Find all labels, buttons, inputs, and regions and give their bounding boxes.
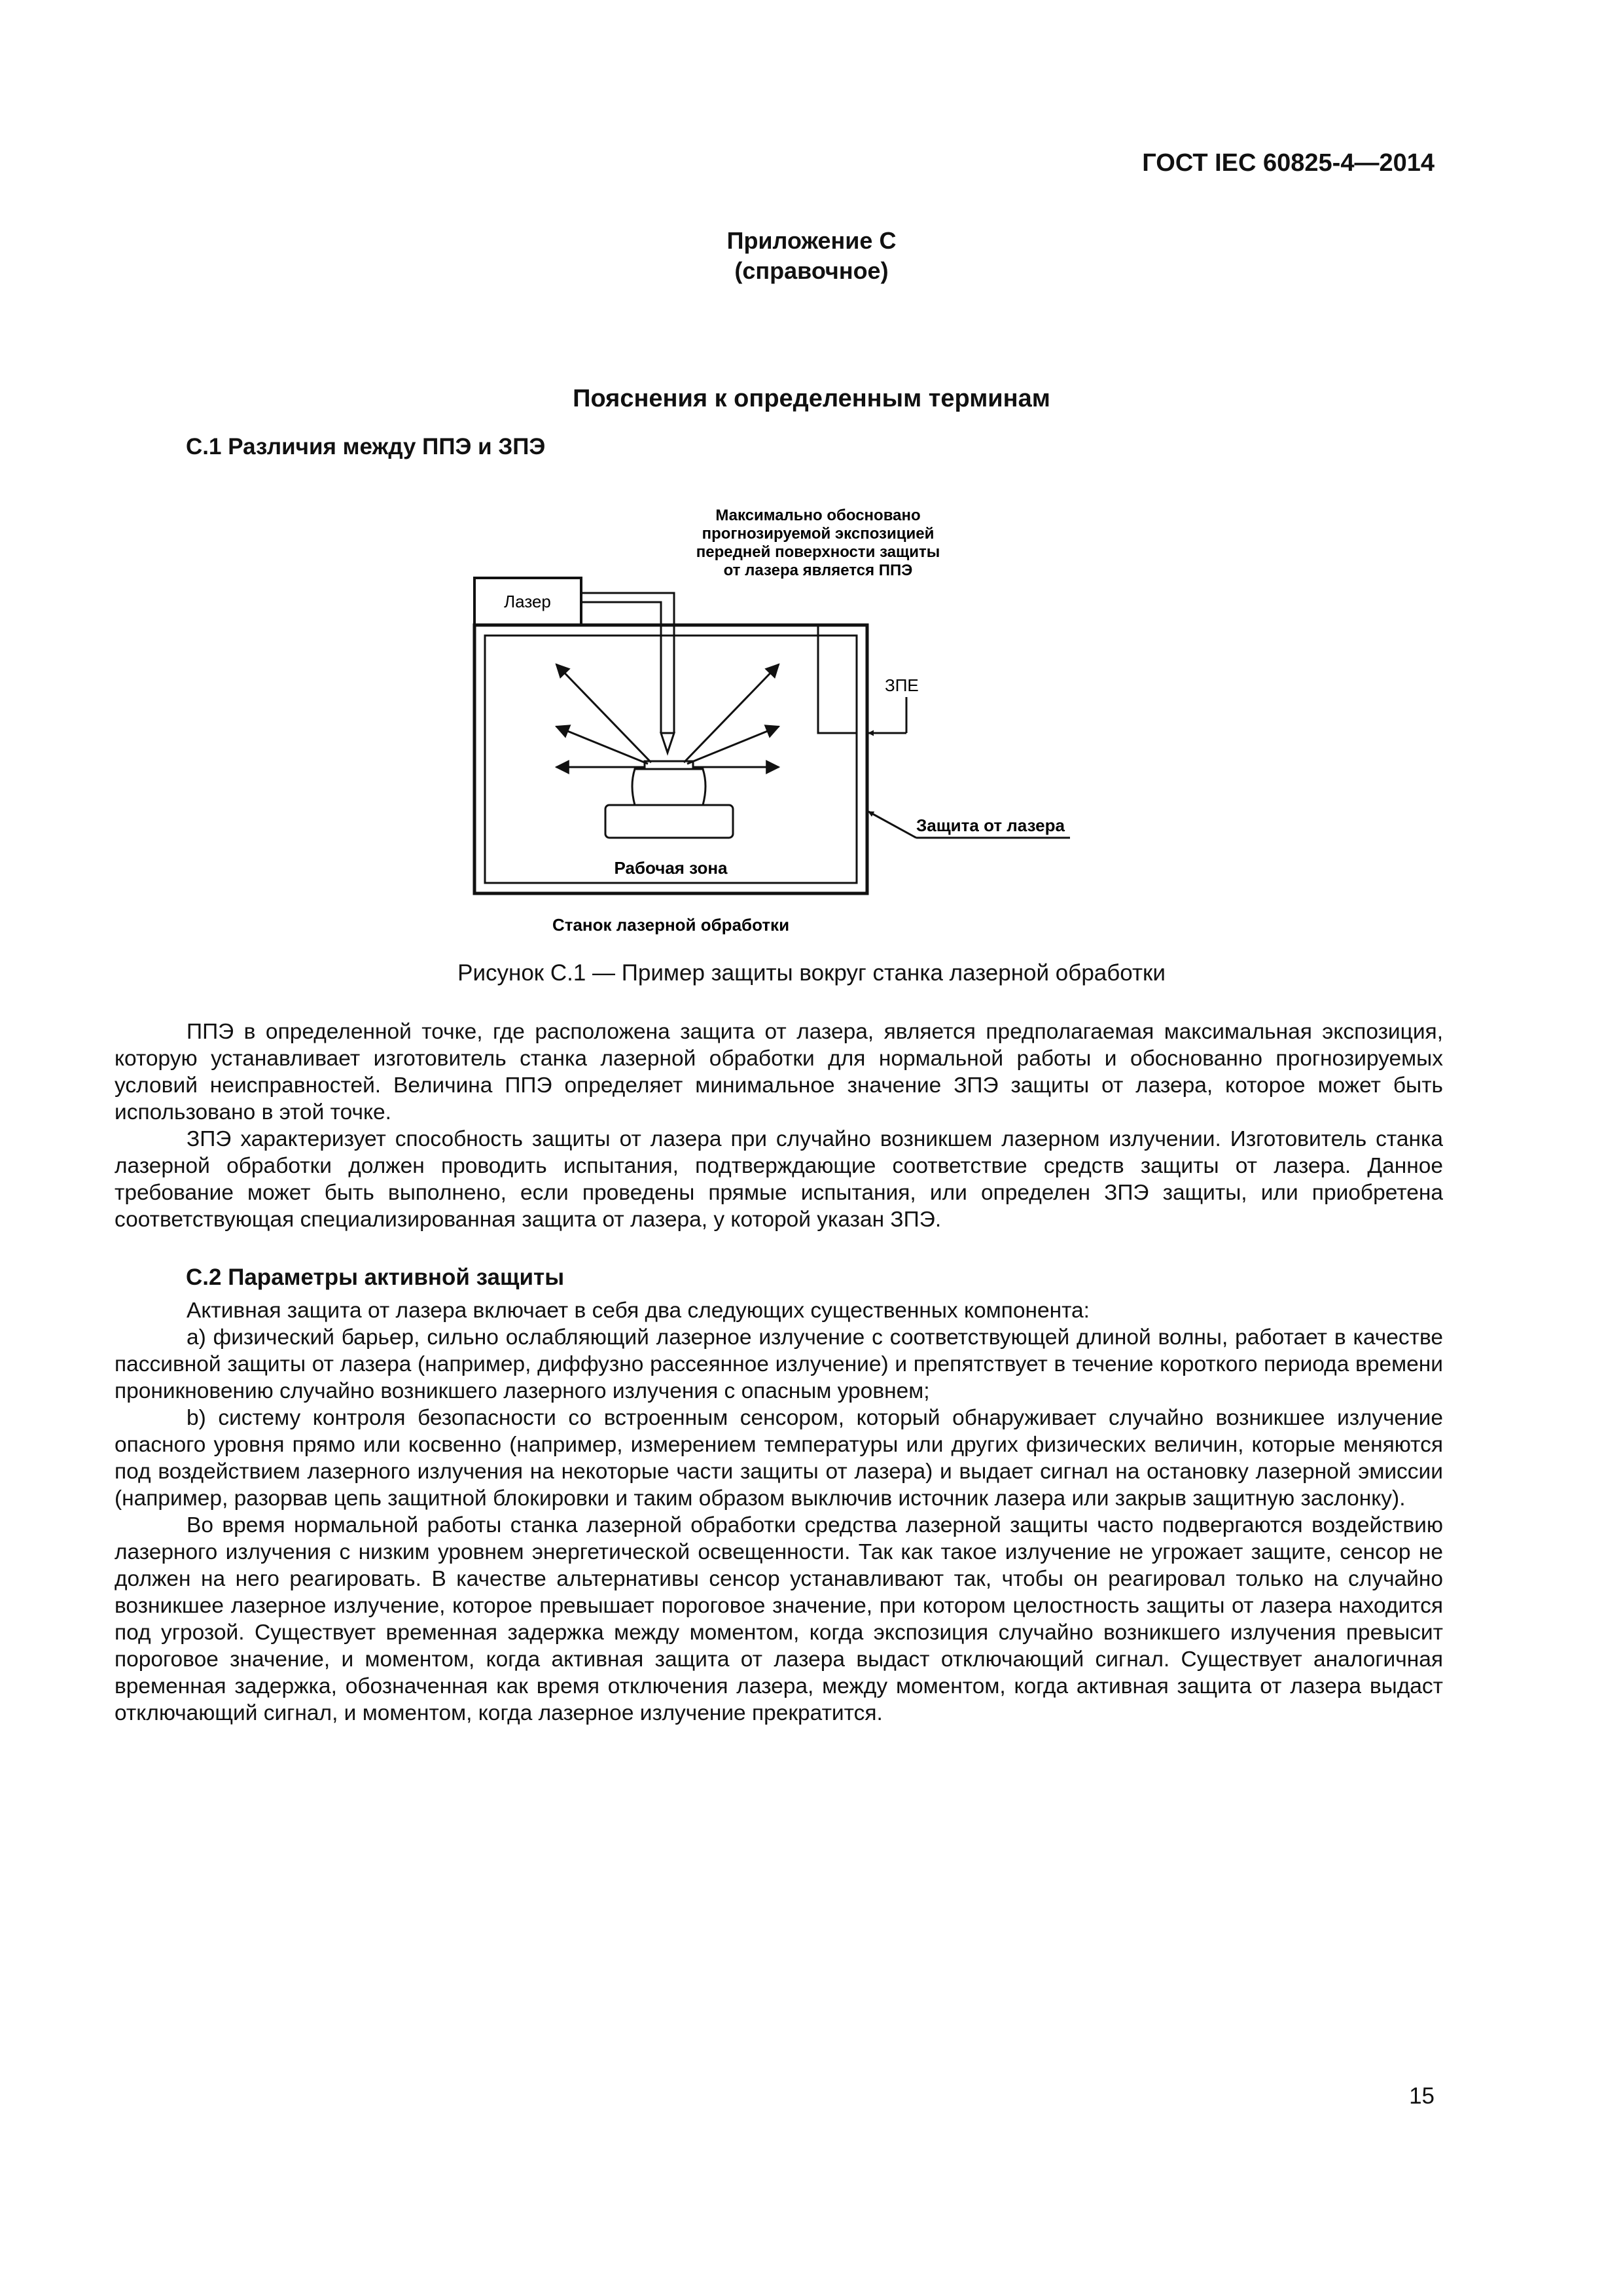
paragraph: ППЭ в определенной точке, где расположена защита от лазера, является предполагаемая максимальная экспозиция, которую устанавливает изготовитель станка лазерной обработки для нормальной работы и обоснованно прогнозируемых условий неисправностей. Величина ППЭ определяет минимальное значение ЗПЭ защиты от лазера, которое может быть использовано в этой точке. <box>115 1020 1443 1124</box>
laser-machine-figure <box>0 0 1623 956</box>
paragraph: Активная защита от лазера включает в себя два следующих существенных компонента: <box>187 1299 1090 1323</box>
workpiece-top <box>645 761 693 769</box>
annex-title: Приложение С <box>726 227 897 254</box>
laser-protection-inner <box>485 636 857 883</box>
paragraph: Во время нормальной работы станка лазерной обработки средства лазерной защиты часто подвергаются воздействию лазерного излучения с низким уровнем энергетической освещенности. Так как такое излучение не угрожает защите, сенсор не должен на него реагировать. В качестве альтернативы сенсор устанавливают так, чтобы он реагировал только на случайно возникшее лазерное излучение, которое превышает пороговое значение, при котором целостность защиты от лазера находится под угрозой. Существует временная задержка между моментом, когда экспозиция случайно возникшего излучения превысит пороговое значение, и моментом, когда активная защита от лазера выдаст отключающий сигнал. Существует аналогичная временная задержка, обозначенная как время отключения лазера, между моментом, когда активная защита от лазера выдаст отключающий сигнал, и моментом, когда лазерное излучение прекратится. <box>115 1513 1443 1725</box>
section-1-heading: С.1 Различия между ППЭ и ЗПЭ <box>186 434 546 459</box>
section-1-text <box>115 1018 1443 1233</box>
machine-label: Станок лазерной обработки <box>552 915 790 935</box>
list-item-b: b) систему контроля безопасности со встроенным сенсором, который обнаруживает случайно возникшее излучение опасного уровня прямо или косвенно (например, измерением температуры или других физических величин, которые меняются под воздействием лазерного излучения на некоторые части защиты от лазера) и выдает сигнал на остановку лазерной эмиссии (например, разорвав цепь защитной блокировки и таким образом выключив источник лазера или закрыв защитную заслонку). <box>115 1406 1443 1511</box>
zpe-indicator-line <box>818 625 857 733</box>
figure-caption: Рисунок С.1 — Пример защиты вокруг станка лазерной обработки <box>457 960 1166 986</box>
protection-label: Защита от лазера <box>916 816 1065 835</box>
section-2-text <box>115 1297 1443 1727</box>
protection-arrow <box>868 812 916 838</box>
main-heading: Пояснения к определенным терминам <box>573 385 1050 412</box>
laser-nozzle <box>661 733 674 753</box>
figure-note-line-1: Максимально обосновано <box>715 507 921 524</box>
scatter-arrow-upper-right <box>684 664 779 762</box>
work-table <box>605 805 733 838</box>
page-number: 15 <box>1409 2083 1435 2109</box>
paragraph: ЗПЭ характеризует способность защиты от лазера при случайно возникшем лазерном излучении. Изготовитель станка лазерной обработки должен проводить испытания, подтверждающие соответствие средств защиты от лазера. Данное требование может быть выполнено, если проведены прямые испытания, или определен ЗПЭ защиты, или приобретена соответствующая специализированная защита от лазера, у которой указан ЗПЭ. <box>115 1127 1443 1232</box>
figure-note-line-2: прогнозируемой экспозицией <box>702 525 935 543</box>
laser-protection-outer <box>474 625 867 893</box>
laser-label: Лазер <box>504 592 551 611</box>
zpe-label: ЗПЕ <box>885 675 919 695</box>
annex-subtitle: (справочное) <box>734 257 889 284</box>
section-2-heading: С.2 Параметры активной защиты <box>186 1265 565 1290</box>
list-item-a: a) физический барьер, сильно ослабляющий лазерное излучение с соответствующей длиной волны, работает в качестве пассивной защиты от лазера (например, диффузно рассеянное излучение) и препятствует в течение короткого периода времени проникновению случайно возникшего лазерного излучения с опасным уровнем; <box>115 1325 1443 1403</box>
figure-note-line-3: передней поверхности защиты <box>696 543 940 561</box>
workpiece <box>632 769 705 805</box>
standard-id: ГОСТ IEC 60825-4—2014 <box>1142 149 1435 177</box>
beam-inner-line <box>581 602 661 733</box>
work-zone-label: Рабочая зона <box>614 858 728 878</box>
figure-note-line-4: от лазера является ППЭ <box>723 562 913 579</box>
scatter-arrow-upper-left <box>556 664 651 762</box>
